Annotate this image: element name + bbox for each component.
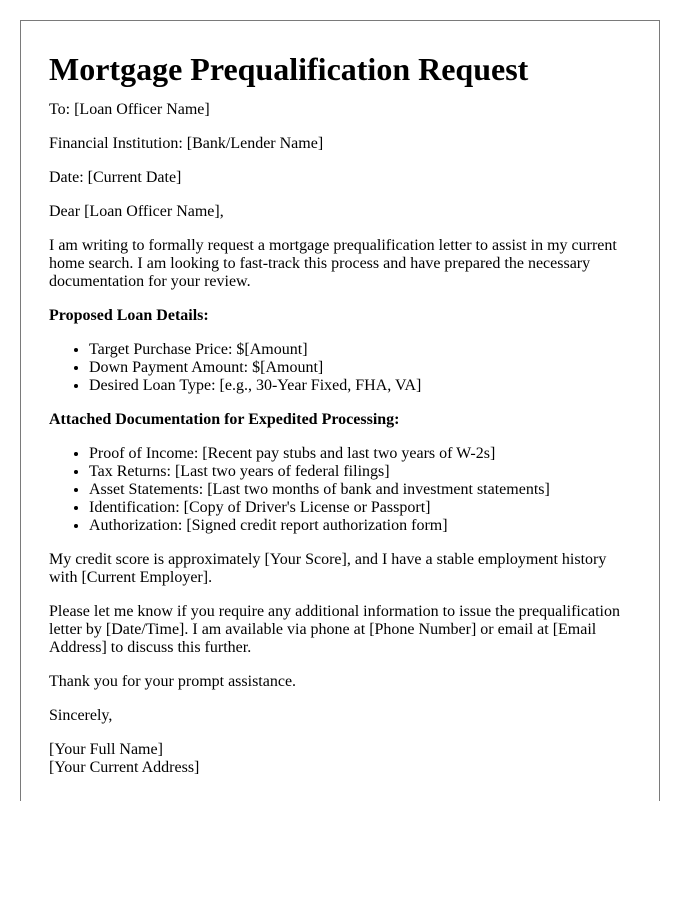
letter-page (20, 20, 660, 801)
letter-title: Mortgage Prequalification Request (49, 51, 529, 87)
credit-paragraph: My credit score is approximately [Your Score], and I have a stable employment history with [Current Employer]. (49, 551, 607, 586)
institution-line: Financial Institution: [Bank/Lender Name] (49, 135, 324, 152)
closing: Sincerely, (49, 707, 113, 724)
loan-details-list (49, 341, 631, 395)
thanks-line: Thank you for your prompt assistance. (49, 673, 297, 690)
list-item: • Asset Statements: [Last two months of bank and investment statements] (89, 481, 631, 499)
loan-details-heading: Proposed Loan Details: (49, 307, 209, 324)
list-item: • Tax Returns: [Last two years of federal filings] (89, 463, 631, 481)
intro-paragraph: I am writing to formally request a mortgage prequalification letter to assist in my current home search. I am looking to fast-track this process and have prepared the necessary documentation for your review. (49, 237, 617, 290)
signature-name: [Your Full Name] (49, 741, 163, 758)
list-item: • Authorization: [Signed credit report authorization form] (89, 517, 631, 535)
list-item: • Down Payment Amount: $[Amount] (89, 359, 631, 377)
list-item: • Target Purchase Price: $[Amount] (89, 341, 631, 359)
recipient-line: To: [Loan Officer Name] (49, 101, 210, 118)
list-item: • Desired Loan Type: [e.g., 30-Year Fixed, FHA, VA] (89, 377, 631, 395)
signature-address: [Your Current Address] (49, 759, 200, 776)
documentation-list (49, 445, 631, 535)
date-line: Date: [Current Date] (49, 169, 182, 186)
documentation-heading: Attached Documentation for Expedited Processing: (49, 411, 400, 428)
list-item: • Proof of Income: [Recent pay stubs and last two years of W-2s] (89, 445, 631, 463)
list-item: • Identification: [Copy of Driver's License or Passport] (89, 499, 631, 517)
signature-block (49, 741, 631, 777)
salutation: Dear [Loan Officer Name], (49, 203, 224, 220)
followup-paragraph: Please let me know if you require any additional information to issue the prequalification letter by [Date/Time]. I am available via phone at [Phone Number] or email at [Email Address] to discuss this further. (49, 603, 620, 656)
